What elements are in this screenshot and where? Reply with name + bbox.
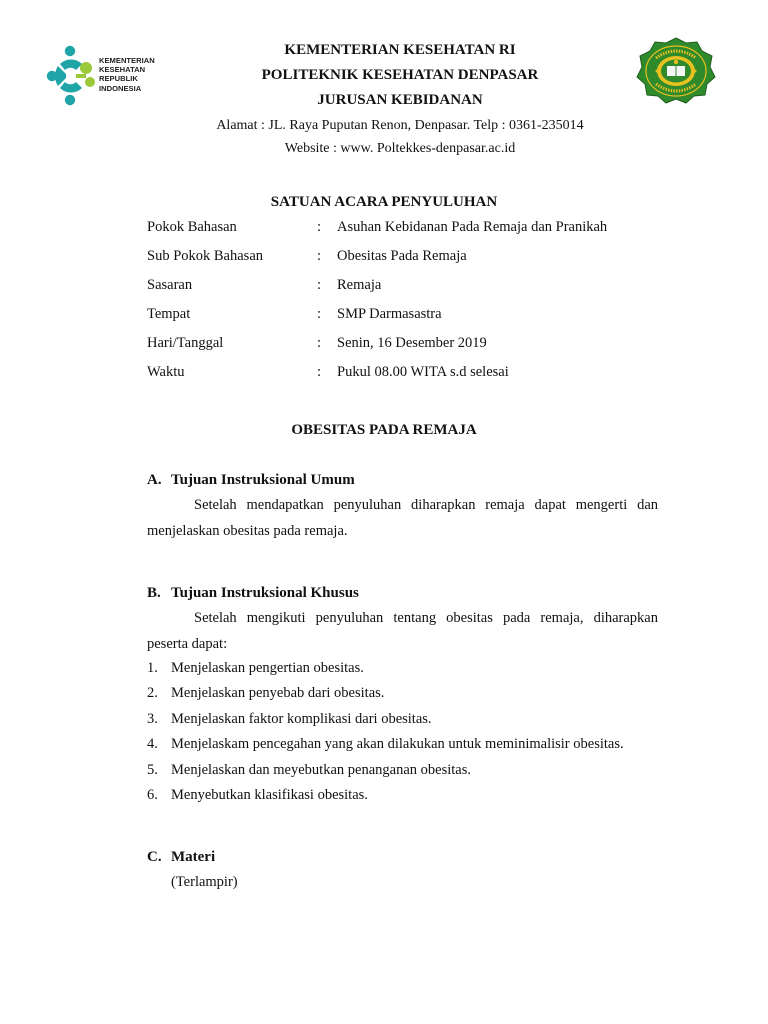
info-value: Obesitas Pada Remaja (337, 248, 467, 264)
info-colon: : (317, 277, 322, 293)
section-title: Tujuan Instruksional Umum (171, 472, 355, 488)
info-colon: : (317, 219, 322, 235)
section-a-heading (147, 472, 355, 489)
info-label: Sasaran (147, 277, 193, 293)
section-title: Materi (171, 849, 216, 865)
ministry-heading: KEMENTERIAN KESEHATAN RI (284, 42, 516, 58)
list-number: 5. (147, 762, 158, 778)
section-a-paragraph-line2: menjelaskan obesitas pada remaja. (147, 523, 348, 539)
info-value: Senin, 16 Desember 2019 (337, 335, 487, 351)
department-heading: JURUSAN KEBIDANAN (317, 92, 483, 108)
list-number: 2. (147, 685, 158, 701)
section-c-note: (Terlampir) (171, 874, 238, 890)
list-text: Menjelaskan faktor komplikasi dari obesitas. (171, 711, 432, 727)
list-number: 3. (147, 711, 158, 727)
list-text: Menyebutkan klasifikasi obesitas. (171, 787, 368, 803)
list-item (147, 736, 624, 753)
website-line: Website : www. Poltekkes-denpasar.ac.id (284, 141, 516, 156)
list-number: 6. (147, 787, 158, 803)
logo-text-line: KEMENTERIAN (99, 56, 155, 65)
logo-text-line: REPUBLIK (99, 74, 138, 84)
logo-text-line: INDONESIA (99, 83, 142, 93)
kemenkes-logo (46, 44, 158, 108)
info-colon: : (317, 306, 322, 322)
section-letter: B. (147, 585, 161, 601)
info-label: Pokok Bahasan (147, 219, 237, 235)
info-value: Remaja (337, 277, 382, 293)
list-number: 1. (147, 660, 158, 676)
list-text: Menjelaskan penyebab dari obesitas. (171, 685, 385, 701)
section-b-paragraph-line1: Setelah mengikuti penyuluhan tentang obesitas pada remaja, diharapkan (194, 610, 658, 626)
logo-text-line: KESEHATAN (99, 65, 146, 75)
document-title: SATUAN ACARA PENYULUHAN (270, 194, 498, 210)
topic-title: OBESITAS PADA REMAJA (291, 422, 477, 438)
info-value: Pukul 08.00 WITA s.d selesai (337, 364, 509, 380)
list-item (147, 711, 432, 728)
info-colon: : (317, 335, 322, 351)
info-value: SMP Darmasastra (337, 306, 442, 322)
list-item (147, 685, 384, 702)
section-letter: A. (147, 472, 162, 488)
list-item (147, 787, 368, 804)
list-text: Menjelaskan pengertian obesitas. (171, 660, 364, 676)
institution-heading: POLITEKNIK KESEHATAN DENPASAR (261, 67, 539, 83)
info-label: Waktu (147, 364, 185, 380)
info-colon: : (317, 248, 322, 264)
section-c-heading (147, 849, 215, 866)
list-text: Menjelaskan dan meyebutkan penanganan obesitas. (171, 762, 471, 778)
section-b-paragraph-line2: peserta dapat: (147, 636, 228, 652)
info-label: Tempat (147, 306, 191, 322)
section-a-paragraph-line1: Setelah mendapatkan penyuluhan diharapkan remaja dapat mengerti dan (194, 497, 658, 513)
info-label: Sub Pokok Bahasan (147, 248, 263, 264)
list-number: 4. (147, 736, 158, 752)
list-item (147, 762, 471, 779)
section-b-heading (147, 585, 359, 602)
section-letter: C. (147, 849, 162, 865)
list-item (147, 660, 364, 677)
kemenkes-emblem-icon (46, 44, 96, 108)
list-text: Menjelaskam pencegahan yang akan dilakukan untuk meminimalisir obesitas. (171, 736, 624, 752)
info-value: Asuhan Kebidanan Pada Remaja dan Pranikah (337, 219, 608, 235)
section-title: Tujuan Instruksional Khusus (171, 585, 359, 601)
address-line: Alamat : JL. Raya Puputan Renon, Denpasar. Telp : 0361-235014 (216, 118, 584, 133)
info-label: Hari/Tanggal (147, 335, 224, 351)
info-colon: : (317, 364, 322, 380)
